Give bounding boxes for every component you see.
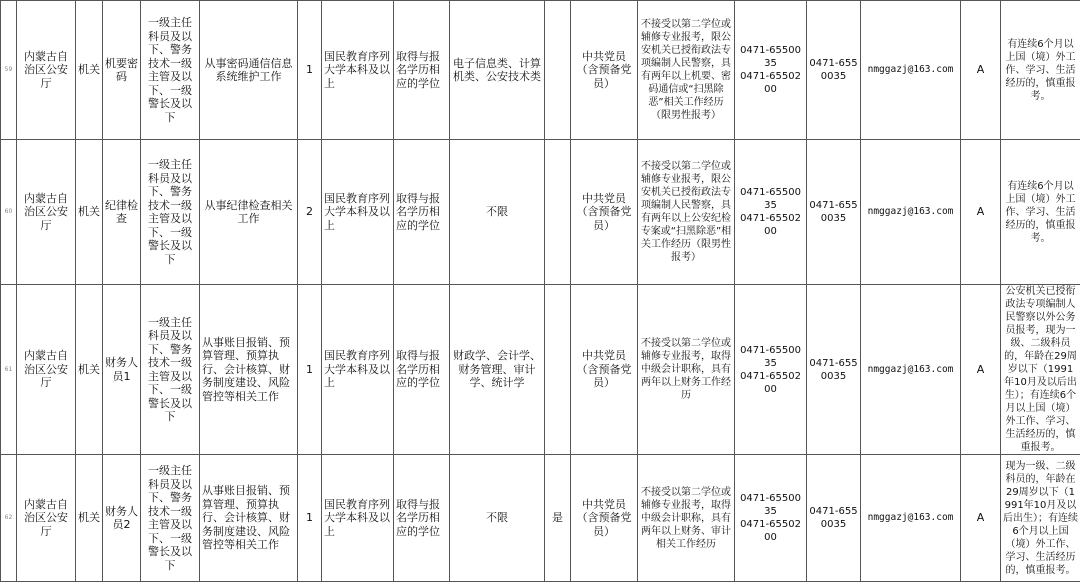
employer-cell: 内蒙古自治区公安厅 [17,140,76,285]
position-cell: 财务人员1 [103,285,141,455]
level-cell: 一级主任科员及以下、警务技术一级主管及以下、一级警长及以下 [141,285,200,455]
org-type-cell: 机关 [76,140,103,285]
row-number: 59 [1,1,17,140]
remark-cell: 有连续6个月以上国（境）外工作、学习、生活经历的，慎重报考。 [1001,140,1080,285]
email-cell: nmggazj@163.com [861,455,961,582]
politics-cell: 中共党员（含预备党员） [571,140,638,285]
row-number: 60 [1,140,17,285]
phone-1: 0471-6550035 [740,187,801,211]
major-cell: 财政学、会计学、财务管理、审计学、统计学 [450,285,545,455]
education-cell: 国民教育序列大学本科及以上 [322,1,394,140]
count-cell: 1 [298,455,322,582]
level-cell: 一级主任科员及以下、警务技术一级主管及以下、一级警长及以下 [141,455,200,582]
degree-cell: 取得与报名学历相应的学位 [394,285,450,455]
extra-cell [545,285,571,455]
remark-cell: 有连续6个月以上国（境）外工作、学习、生活经历的，慎重报考。 [1001,1,1080,140]
org-type-cell: 机关 [76,455,103,582]
category-cell: A [961,140,1001,285]
extra-cell [545,1,571,140]
category-cell: A [961,285,1001,455]
fax-cell: 0471-6550035 [807,1,861,140]
phone-cell [735,455,807,582]
fax-cell: 0471-6550035 [807,285,861,455]
table-row [1,455,1080,582]
employer-cell: 内蒙古自治区公安厅 [17,285,76,455]
level-cell: 一级主任科员及以下、警务技术一级主管及以下、一级警长及以下 [141,140,200,285]
remark-cell: 公安机关已授衔政法专项编制人民警察以外公务员报考，现为一级、二级科员的，年龄在29周岁以下（1991年10月及以后出生）；有连续6个月以上国（境）外工作、学习、生活经历的，慎重报考。 [1001,285,1080,455]
phone-2: 0471-6550200 [740,71,801,95]
politics-cell: 中共党员（含预备党员） [571,1,638,140]
org-type-cell: 机关 [76,1,103,140]
row-number: 62 [1,455,17,582]
fax-cell: 0471-6550035 [807,140,861,285]
politics-cell: 中共党员（含预备党员） [571,285,638,455]
phone-2: 0471-6550200 [740,519,801,543]
count-cell: 1 [298,1,322,140]
table-row [1,1,1080,140]
phone-cell [735,285,807,455]
phone-1: 0471-6550035 [740,493,801,517]
category-cell: A [961,1,1001,140]
phone-cell [735,140,807,285]
other-requirements-cell: 不接受以第二学位或辅修专业报考，限公安机关已授衔政法专项编制人民警察，具有两年以上机要、密码通信或“扫黑除恶”相关工作经历（限男性报考） [638,1,735,140]
education-cell: 国民教育序列大学本科及以上 [322,455,394,582]
position-cell: 财务人员2 [103,455,141,582]
phone-cell [735,1,807,140]
table-row [1,140,1080,285]
remark-cell: 现为一级、二级科员的，年龄在29周岁以下（1991年10月及以后出生）；有连续6个月以上国（境）外工作、学习、生活经历的，慎重报考。 [1001,455,1080,582]
employer-cell: 内蒙古自治区公安厅 [17,455,76,582]
politics-cell: 中共党员（含预备党员） [571,455,638,582]
major-cell: 不限 [450,455,545,582]
major-cell: 电子信息类、计算机类、公安技术类 [450,1,545,140]
email-cell: nmggazj@163.com [861,1,961,140]
phone-1: 0471-6550035 [740,345,801,369]
education-cell: 国民教育序列大学本科及以上 [322,285,394,455]
employer-cell: 内蒙古自治区公安厅 [17,1,76,140]
email-cell: nmggazj@163.com [861,285,961,455]
email-cell: nmggazj@163.com [861,140,961,285]
other-requirements-cell: 不接受以第二学位或辅修专业报考，取得中级会计职称，具有两年以上财务工作经历 [638,285,735,455]
row-number: 61 [1,285,17,455]
table-row [1,285,1080,455]
education-cell: 国民教育序列大学本科及以上 [322,140,394,285]
phone-2: 0471-6550200 [740,213,801,237]
duty-cell: 从事密码通信信息系统维护工作 [200,1,298,140]
major-cell: 不限 [450,140,545,285]
position-cell: 纪律检查 [103,140,141,285]
duty-cell: 从事账目报销、预算管理、预算执行、会计核算、财务制度建设、风险管控等相关工作 [200,285,298,455]
fax-cell: 0471-6550035 [807,455,861,582]
degree-cell: 取得与报名学历相应的学位 [394,140,450,285]
level-cell: 一级主任科员及以下、警务技术一级主管及以下、一级警长及以下 [141,1,200,140]
degree-cell: 取得与报名学历相应的学位 [394,1,450,140]
category-cell: A [961,455,1001,582]
extra-cell [545,140,571,285]
extra-cell: 是 [545,455,571,582]
degree-cell: 取得与报名学历相应的学位 [394,455,450,582]
duty-cell: 从事纪律检查相关工作 [200,140,298,285]
other-requirements-cell: 不接受以第二学位或辅修专业报考，限公安机关已授衔政法专项编制人民警察，具有两年以上公安纪检专案或“扫黑除恶”相关工作经历（限男性报考） [638,140,735,285]
phone-1: 0471-6550035 [740,45,801,69]
count-cell: 1 [298,285,322,455]
position-cell: 机要密码 [103,1,141,140]
count-cell: 2 [298,140,322,285]
duty-cell: 从事账目报销、预算管理、预算执行、会计核算、财务制度建设、风险管控等相关工作 [200,455,298,582]
other-requirements-cell: 不接受以第二学位或辅修专业报考，取得中级会计职称，具有两年以上财务、审计相关工作经历 [638,455,735,582]
org-type-cell: 机关 [76,285,103,455]
phone-2: 0471-6550200 [740,371,801,395]
